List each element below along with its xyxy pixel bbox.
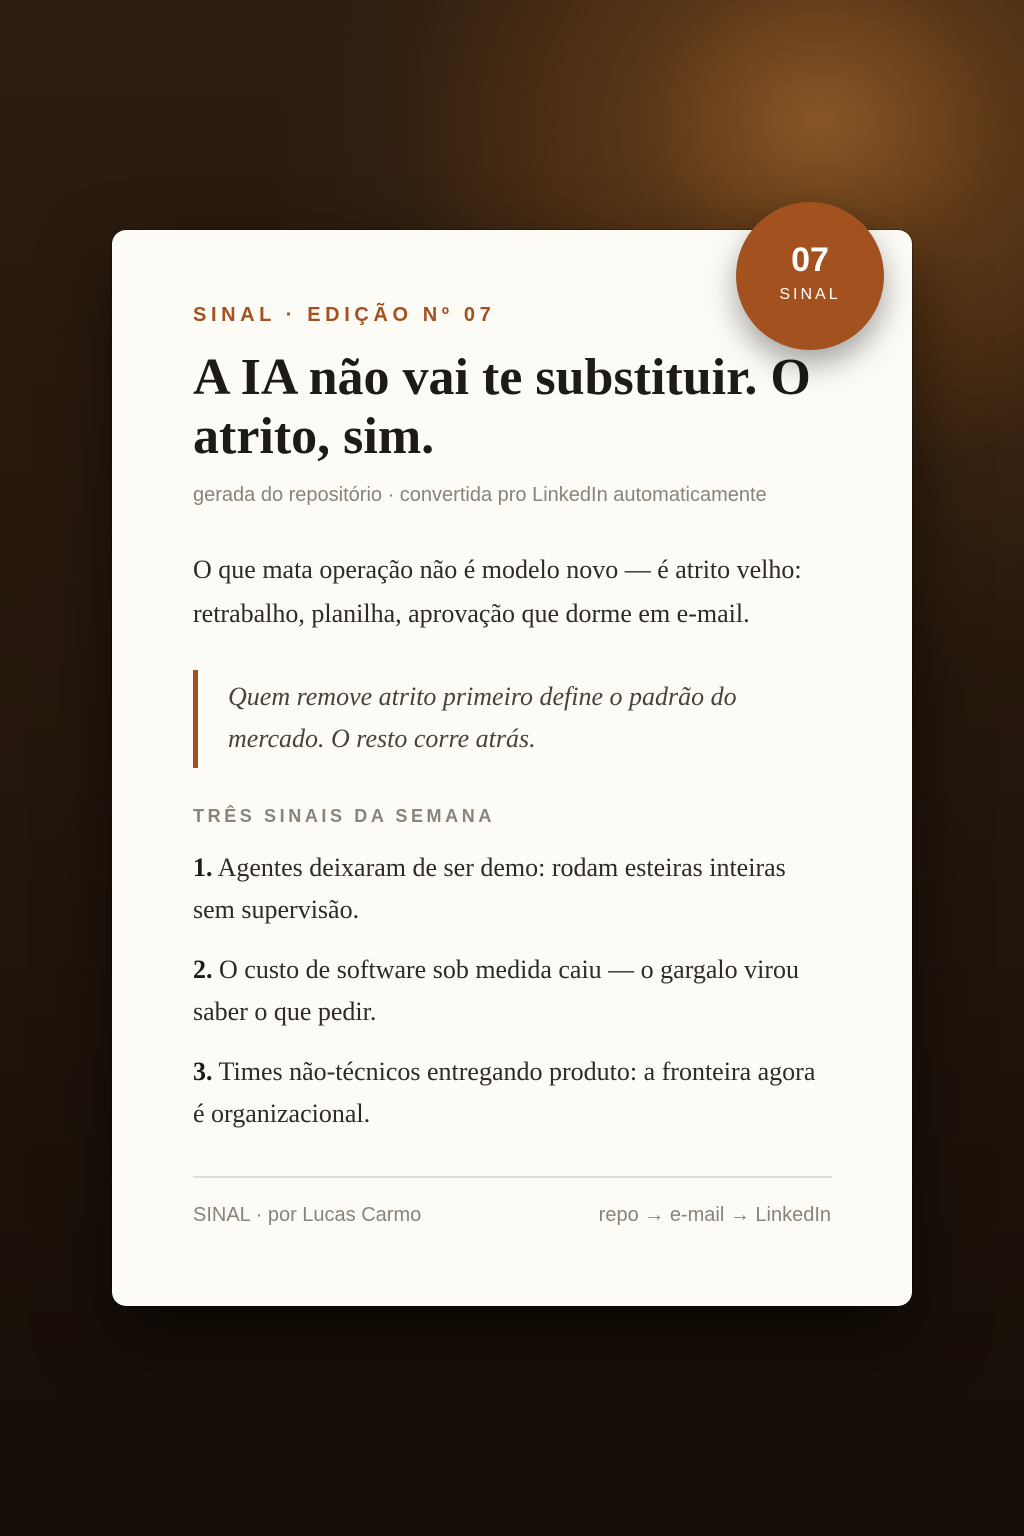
badge-number: 07 bbox=[791, 241, 829, 279]
signal-item bbox=[193, 1051, 833, 1135]
signal-number: 1. bbox=[193, 853, 213, 882]
section-heading: TRÊS SINAIS DA SEMANA bbox=[193, 806, 495, 826]
signal-text: O custo de software sob medida caiu — o gargalo virou saber o que pedir. bbox=[193, 955, 800, 1026]
signal-item bbox=[193, 847, 833, 931]
edition-badge bbox=[736, 202, 884, 350]
signal-number: 3. bbox=[193, 1057, 213, 1086]
subtitle: gerada do repositório · convertida pro LinkedIn automaticamente bbox=[193, 484, 767, 506]
headline: A IA não vai te substituir. O atrito, sim. bbox=[193, 349, 811, 465]
badge-label: SINAL bbox=[779, 286, 841, 303]
signal-text: Agentes deixaram de ser demo: rodam esteiras inteiras sem supervisão. bbox=[193, 853, 786, 924]
intro-paragraph: O que mata operação não é modelo novo — é atrito velho: retrabalho, planilha, aprovação que dorme em e-mail. bbox=[193, 555, 802, 628]
pull-quote: Quem remove atrito primeiro define o padrão do mercado. O resto corre atrás. bbox=[193, 670, 833, 768]
edition-kicker: SINAL · EDIÇÃO Nº 07 bbox=[193, 304, 496, 326]
signal-text: Times não-técnicos entregando produto: a fronteira agora é organizacional. bbox=[193, 1057, 816, 1128]
footer-divider bbox=[193, 1176, 832, 1178]
newsletter-card bbox=[112, 230, 912, 1306]
footer-pipeline: repo → e-mail → LinkedIn bbox=[598, 1204, 831, 1226]
footer-author: SINAL · por Lucas Carmo bbox=[193, 1204, 422, 1226]
signal-number: 2. bbox=[193, 955, 213, 984]
signal-item bbox=[193, 949, 833, 1033]
signal-list bbox=[193, 847, 833, 1153]
